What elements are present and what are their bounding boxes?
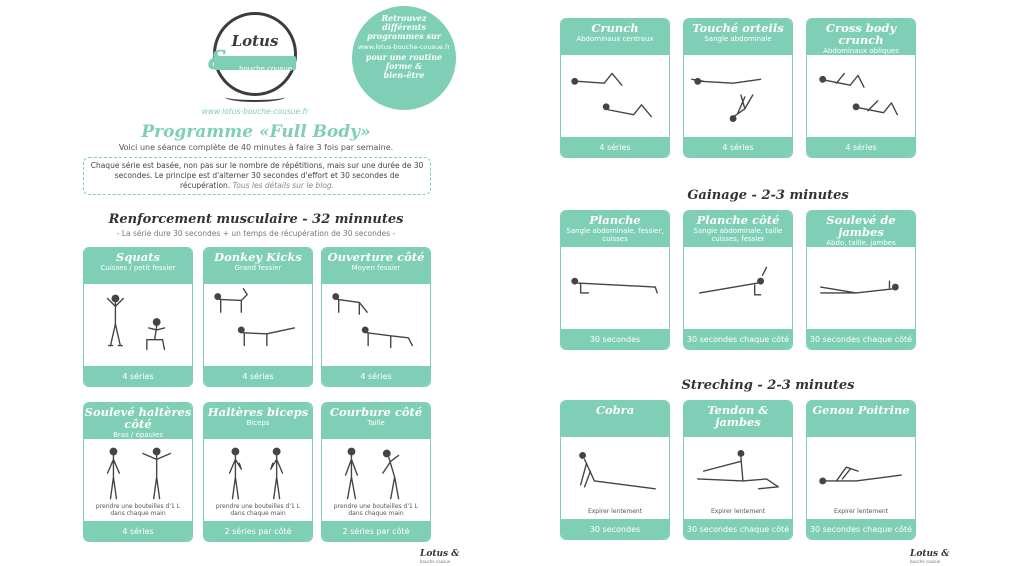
card-name: Soulevé de jambes bbox=[826, 213, 896, 239]
card-header bbox=[807, 401, 915, 437]
exercise-card-genou-poitrine bbox=[806, 400, 916, 540]
ouverture-cote-illustration-icon bbox=[322, 284, 430, 366]
touche-orteils-illustration-icon bbox=[684, 55, 792, 137]
donkey-kicks-illustration-icon bbox=[204, 284, 312, 366]
promo-badge bbox=[352, 6, 456, 110]
card-footer: 30 secondes chaque côté bbox=[807, 329, 915, 349]
program-note: Tous les détails sur le blog. bbox=[232, 181, 335, 190]
card-header bbox=[204, 403, 312, 439]
section-title-renforcement: Renforcement musculaire - 32 minnutes bbox=[108, 212, 404, 227]
card-header bbox=[322, 403, 430, 439]
card-muscle: Sangle abdominale, fessier, cuisses bbox=[566, 227, 664, 243]
exercise-card-touche-orteils bbox=[683, 18, 793, 158]
badge-line: différents bbox=[382, 22, 426, 32]
exercise-card-cobra bbox=[560, 400, 670, 540]
card-header bbox=[322, 248, 430, 284]
card-footer: 4 séries bbox=[322, 366, 430, 386]
card-name: Cross body crunch bbox=[825, 21, 897, 47]
card-note: prendre une bouteilles d'1 L dans chaque main bbox=[95, 503, 181, 517]
card-muscle: Sangle abdominale, taille cuisses, fessier bbox=[693, 227, 783, 243]
card-header bbox=[204, 248, 312, 284]
badge-line: forme & bbox=[385, 61, 423, 71]
card-name: Touché orteils bbox=[692, 21, 784, 35]
logo-title: Lotus bbox=[231, 32, 279, 50]
card-muscle: Moyen fessier bbox=[351, 264, 401, 272]
card-name: Haltères biceps bbox=[207, 405, 309, 419]
card-footer: 4 séries bbox=[561, 137, 669, 157]
card-footer: 4 séries bbox=[84, 366, 192, 386]
card-muscle: Bras / épaules bbox=[113, 431, 163, 439]
card-muscle: Taille bbox=[367, 419, 385, 427]
card-footer: 30 secondes chaque côté bbox=[684, 329, 792, 349]
exercise-card-planche-cote bbox=[683, 210, 793, 350]
exercise-card-halteres-biceps bbox=[203, 402, 313, 542]
card-footer: 30 secondes bbox=[561, 329, 669, 349]
card-name: Genou Poitrine bbox=[812, 403, 910, 417]
tendon-et-jambes-illustration-icon bbox=[684, 437, 792, 519]
card-header bbox=[684, 19, 792, 55]
card-muscle: Biceps bbox=[246, 419, 270, 427]
card-header bbox=[807, 19, 915, 55]
card-muscle: Grand fessier bbox=[234, 264, 282, 272]
card-footer: 30 secondes bbox=[561, 519, 669, 539]
card-footer: 4 séries bbox=[807, 137, 915, 157]
souleve-de-jambes-illustration-icon bbox=[807, 247, 915, 329]
exercise-card-donkey-kicks bbox=[203, 247, 313, 387]
cobra-illustration-icon bbox=[561, 437, 669, 519]
card-footer: 30 secondes chaque côté bbox=[684, 519, 792, 539]
section-title-streching: Streching - 2-3 minutes bbox=[681, 378, 855, 393]
program-title: Programme «Full Body» bbox=[141, 122, 371, 142]
badge-line: pour une routine bbox=[365, 52, 443, 62]
card-header bbox=[684, 211, 792, 247]
card-muscle: Abdominaux centraux bbox=[576, 35, 654, 43]
card-footer: 4 séries bbox=[204, 366, 312, 386]
badge-line: Retrouvez bbox=[381, 13, 427, 23]
section-subtitle-renforcement: - La série dure 30 secondes + un temps de récupération de 30 secondes - bbox=[116, 229, 396, 238]
card-note: prendre une bouteilles d'1 L dans chaque main bbox=[215, 503, 301, 517]
card-muscle: Abdominaux obliques bbox=[823, 47, 899, 55]
card-name: Crunch bbox=[591, 21, 639, 35]
squats-illustration-icon bbox=[84, 284, 192, 366]
footer-logo bbox=[910, 549, 949, 564]
exercise-card-souleve-de-jambes bbox=[806, 210, 916, 350]
logo-ampersand: & bbox=[208, 46, 232, 76]
card-footer: 4 séries bbox=[84, 521, 192, 541]
program-text: Chaque série est basée, non pas sur le nombre de répétitions, mais sur une durée de 30 secondes. Le principe est d'alterner 30 secondes d'effort et 30 secondes de récupération. bbox=[90, 161, 424, 190]
cross-body-crunch-illustration-icon bbox=[807, 55, 915, 137]
section-title-gainage: Gainage - 2-3 minutes bbox=[687, 188, 849, 203]
badge-line: programmes sur bbox=[367, 31, 441, 41]
right-page bbox=[512, 0, 1024, 566]
card-footer: 2 séries par côté bbox=[322, 521, 430, 541]
card-note: Expirer lentement bbox=[833, 508, 889, 515]
exercise-card-cross-body-crunch bbox=[806, 18, 916, 158]
footer-logo bbox=[420, 549, 459, 564]
lotus-logo bbox=[200, 12, 310, 122]
footer-logo-text: Lotus & bbox=[910, 549, 950, 559]
card-header bbox=[561, 19, 669, 55]
card-muscle: Cuisses / petit fessier bbox=[100, 264, 176, 272]
card-header bbox=[807, 211, 915, 247]
logo-url: www.lotus-bouche-cousue.fr bbox=[201, 107, 309, 116]
card-header bbox=[84, 248, 192, 284]
exercise-card-planche bbox=[560, 210, 670, 350]
card-muscle: Sangle abdominale bbox=[704, 35, 772, 43]
card-name: Squats bbox=[116, 250, 160, 264]
card-note: prendre une bouteilles d'1 L dans chaque main bbox=[333, 503, 419, 517]
card-muscle: Abdo, taille, jambes bbox=[826, 239, 896, 247]
exercise-card-souleve-halteres-cote bbox=[83, 402, 193, 542]
program-subtitle: Voici une séance complète de 40 minutes à faire 3 fois par semaine. bbox=[118, 143, 394, 152]
card-name: Soulevé haltères côté bbox=[84, 405, 192, 431]
logo-band-text: bouche cousue bbox=[239, 65, 292, 73]
program-description bbox=[83, 157, 431, 195]
card-name: Planche bbox=[589, 213, 641, 227]
footer-logo-text: Lotus & bbox=[420, 549, 460, 559]
exercise-card-tendon-et-jambes bbox=[683, 400, 793, 540]
card-header bbox=[84, 403, 192, 439]
card-header bbox=[561, 401, 669, 437]
card-name: Tendon & jambes bbox=[707, 403, 769, 429]
card-name: Courbure côté bbox=[329, 405, 423, 419]
planche-illustration-icon bbox=[561, 247, 669, 329]
planche-cote-illustration-icon bbox=[684, 247, 792, 329]
card-note: Expirer lentement bbox=[710, 508, 766, 515]
card-name: Donkey Kicks bbox=[214, 250, 302, 264]
card-note: Expirer lentement bbox=[587, 508, 643, 515]
badge-line: bien-être bbox=[383, 70, 425, 80]
card-name: Cobra bbox=[595, 403, 635, 417]
crunch-illustration-icon bbox=[561, 55, 669, 137]
card-footer: 30 secondes chaque côté bbox=[807, 519, 915, 539]
genou-poitrine-illustration-icon bbox=[807, 437, 915, 519]
card-footer: 2 séries par côté bbox=[204, 521, 312, 541]
card-footer: 4 séries bbox=[684, 137, 792, 157]
exercise-card-courbure-cote bbox=[321, 402, 431, 542]
badge-url[interactable]: www.lotus-bouche-cousue.fr bbox=[357, 43, 451, 51]
card-name: Planche côté bbox=[696, 213, 780, 227]
exercise-card-ouverture-cote bbox=[321, 247, 431, 387]
card-header bbox=[561, 211, 669, 247]
footer-logo-small: bouche cousue bbox=[910, 559, 941, 564]
card-header bbox=[684, 401, 792, 437]
logo-swirl-icon bbox=[225, 92, 285, 102]
footer-logo-small: bouche cousue bbox=[420, 559, 451, 564]
exercise-card-squats bbox=[83, 247, 193, 387]
card-name: Ouverture côté bbox=[327, 250, 425, 264]
exercise-card-crunch bbox=[560, 18, 670, 158]
